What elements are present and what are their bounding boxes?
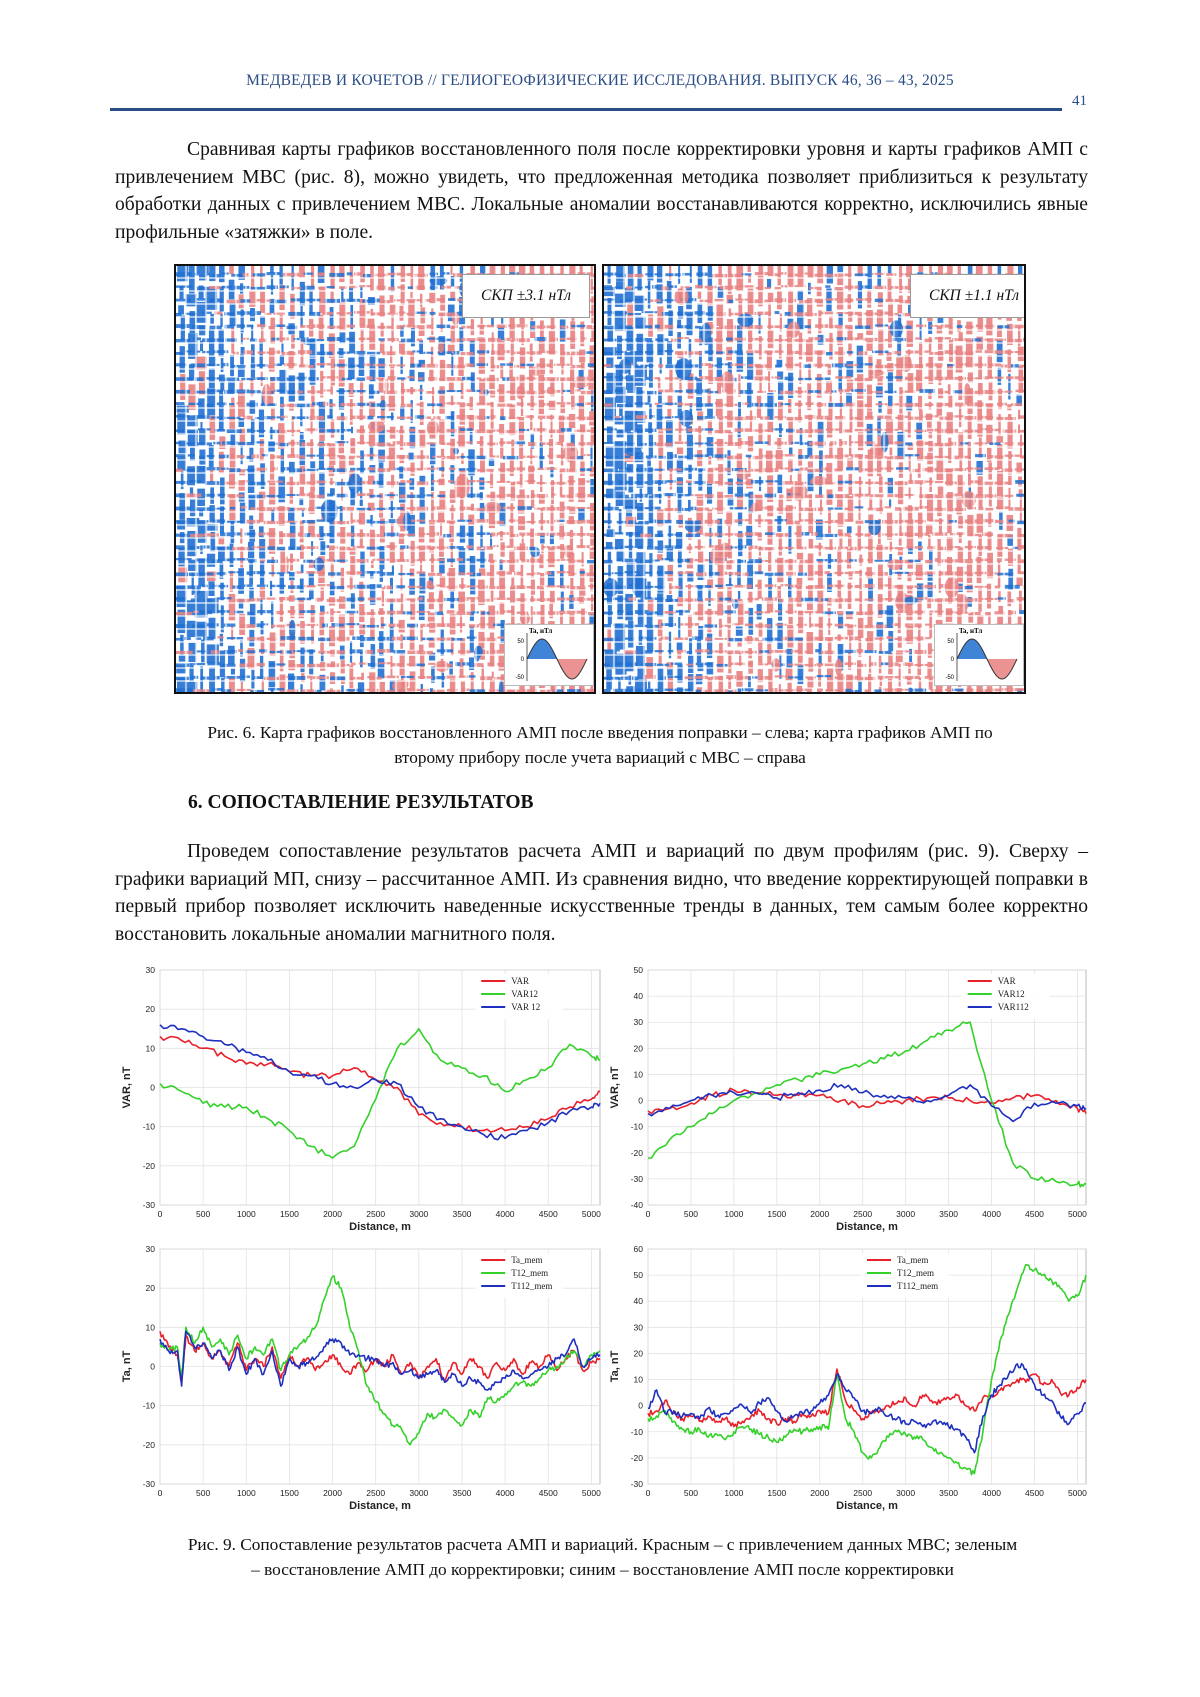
legend-tick: 50 [947,639,954,645]
y-tick-label: -20 [630,1452,643,1463]
y-tick-label: -10 [630,1426,643,1437]
y-tick-label: 10 [145,1322,155,1333]
x-tick-label: 1500 [767,1488,787,1498]
figure6-caption-line2: второму прибору после учета вариаций с МВС – справа [394,748,806,767]
y-tick-label: -30 [630,1173,643,1184]
y-tick-label: 20 [633,1348,643,1359]
x-tick-label: 4000 [495,1488,515,1498]
y-tick-label: 0 [638,1095,643,1106]
legend-label: Ta_mem [897,1255,929,1265]
header-divider [110,108,1062,111]
x-tick-label: 2000 [810,1209,830,1219]
y-tick-label: 0 [150,1361,155,1372]
y-tick-label: 10 [633,1374,643,1385]
y-tick-label: 50 [633,1270,643,1281]
legend-label: T112_mem [511,1281,553,1291]
y-tick-label: 30 [145,1244,155,1254]
x-tick-label: 3500 [939,1488,959,1498]
y-tick-label: -10 [142,1400,155,1411]
y-tick-label: 30 [633,1017,643,1028]
x-tick-label: 3500 [452,1488,472,1498]
paragraph-intro: Сравнивая карты графиков восстановленного поля после корректировки уровня и карты графиков АМП с привлечением МВС (рис. 8), можно увидеть, что предложенная методика позволяет приблизиться к результату обработки данных с привлечением МВС. Локальные аномалии восстанавливаются корректно, исключились явные профильные «затяжки» в поле. [115,139,1088,243]
x-tick-label: 2500 [366,1209,386,1219]
figure9-caption-line2: – восстановление АМП до корректировки; синим – восстановление АМП после корректировки [251,1560,954,1579]
running-header: МЕДВЕДЕВ И КОЧЕТОВ // ГЕЛИОГЕОФИЗИЧЕСКИЕ ИССЛЕДОВАНИЯ. ВЫПУСК 46, 36 – 43, 2025 [246,72,954,89]
x-tick-label: 0 [645,1209,651,1219]
y-axis-label: Ta, nT [121,1350,133,1383]
legend-tick: 0 [520,657,524,663]
x-tick-label: 2000 [323,1209,343,1219]
x-tick-label: 500 [683,1209,699,1219]
y-tick-label: 40 [633,1296,643,1307]
x-tick-label: 500 [196,1488,211,1498]
legend-label: T112_mem [897,1281,939,1291]
map-right-panel [602,264,1026,694]
rmse-label-left: СКП ±3.1 нТл [462,274,590,318]
legend-label: VAR12 [997,989,1025,999]
x-tick-label: 4500 [1025,1488,1044,1498]
y-tick-label: 0 [150,1082,155,1093]
map-left-panel [174,264,596,694]
x-tick-label: 1000 [724,1488,744,1498]
x-tick-label: 3000 [896,1488,916,1498]
x-tick-label: 1000 [724,1209,744,1219]
legend-tick: -50 [515,675,524,681]
figure9-caption-line1: Рис. 9. Сопоставление результатов расчета АМП и вариаций. Красным – с привлечением данных МВС; зеленым [187,1535,1018,1554]
y-axis-label: VAR, nT [609,1066,621,1109]
y-tick-label: -10 [142,1121,155,1132]
x-tick-label: 4500 [538,1209,558,1219]
y-tick-label: 20 [145,1283,155,1294]
x-tick-label: 1500 [279,1209,299,1219]
x-tick-label: 2000 [810,1488,830,1498]
legend-title: Ta, нТл [959,627,983,635]
y-tick-label: -20 [142,1439,155,1450]
y-tick-label: -40 [630,1200,643,1210]
y-tick-label: 40 [633,991,643,1002]
x-tick-label: 1000 [236,1488,256,1498]
y-tick-label: -30 [630,1479,643,1489]
y-tick-label: -30 [142,1200,155,1210]
legend-label: VAR [997,976,1016,986]
chart-var-profile2 [606,964,1094,1239]
rmse-label-right: СКП ±1.1 нТл [910,274,1026,318]
y-tick-label: 20 [633,1043,643,1054]
legend-label: VAR12 [511,989,539,999]
x-tick-label: 5000 [1067,1209,1087,1219]
x-tick-label: 4500 [538,1488,558,1498]
legend-title: Ta, нТл [529,627,553,635]
legend-tick: -50 [945,675,954,681]
x-tick-label: 4000 [982,1488,1001,1498]
x-tick-label: 5000 [1067,1488,1087,1498]
x-tick-label: 2500 [853,1488,873,1498]
chart-var-profile1 [118,964,608,1239]
y-tick-label: 30 [145,965,155,975]
legend-label: VAR 12 [511,1002,541,1012]
x-tick-label: 3500 [452,1209,472,1219]
y-tick-label: -20 [142,1160,155,1171]
x-axis-label: Distance, m [836,1500,898,1512]
y-tick-label: 50 [633,965,643,975]
x-tick-label: 4000 [495,1209,515,1219]
x-axis-label: Distance, m [349,1221,411,1233]
x-tick-label: 0 [645,1488,651,1498]
x-axis-label: Distance, m [836,1221,898,1233]
y-tick-label: 20 [145,1004,155,1015]
x-tick-label: 2500 [853,1209,873,1219]
y-tick-label: 0 [638,1400,643,1411]
legend-label: T12_mem [897,1268,934,1278]
legend-label: VAR [511,976,530,986]
section-heading: 6. СОПОСТАВЛЕНИЕ РЕЗУЛЬТАТОВ [188,792,534,813]
x-tick-label: 3000 [409,1488,429,1498]
x-axis-label: Distance, m [349,1500,411,1512]
x-tick-label: 2000 [323,1488,343,1498]
chart-ta-profile2 [606,1243,1094,1518]
y-tick-label: -10 [630,1121,643,1132]
x-tick-label: 1000 [236,1209,256,1219]
x-tick-label: 4500 [1025,1209,1044,1219]
legend-tick: 50 [517,639,524,645]
y-tick-label: 10 [633,1069,643,1080]
x-tick-label: 2500 [366,1488,386,1498]
x-tick-label: 0 [157,1488,163,1498]
y-axis-label: Ta, nT [609,1350,621,1383]
x-tick-label: 1500 [279,1488,299,1498]
legend-label: Ta_mem [511,1255,543,1265]
y-tick-label: 30 [633,1322,643,1333]
figure6-caption-line1: Рис. 6. Карта графиков восстановленного АМП после введения поправки – слева; карта графиков АМП по [207,723,993,742]
x-tick-label: 500 [196,1209,211,1219]
y-tick-label: 10 [145,1043,155,1054]
legend-label: T12_mem [511,1268,549,1278]
chart-ta-profile1 [118,1243,608,1518]
x-tick-label: 3000 [896,1209,916,1219]
x-tick-label: 500 [683,1488,699,1498]
x-tick-label: 5000 [581,1488,601,1498]
page-number: 41 [1072,93,1087,109]
paragraph-comparison: Проведем сопоставление результатов расчета АМП и вариаций по двум профилям (рис. 9). Сверху – графики вариаций МП, снизу – рассчитанное АМП. Из сравнения видно, что введение корректирующей поправки в первый прибор позволяет исключить наведенные искусственные тренды в данных, тем самым более корректно восстановить локальные аномалии магнитного поля. [115,841,1088,945]
legend-label: VAR112 [997,1002,1029,1012]
x-tick-label: 0 [157,1209,163,1219]
color-legend-left [504,624,594,686]
y-tick-label: -30 [142,1479,155,1489]
x-tick-label: 4000 [982,1209,1001,1219]
y-axis-label: VAR, nT [121,1066,133,1109]
x-tick-label: 1500 [767,1209,787,1219]
x-tick-label: 3000 [409,1209,429,1219]
y-tick-label: 60 [633,1244,643,1254]
y-tick-label: -20 [630,1147,643,1158]
x-tick-label: 3500 [939,1209,959,1219]
color-legend-right [934,624,1024,686]
legend-tick: 0 [950,657,954,663]
x-tick-label: 5000 [581,1209,601,1219]
